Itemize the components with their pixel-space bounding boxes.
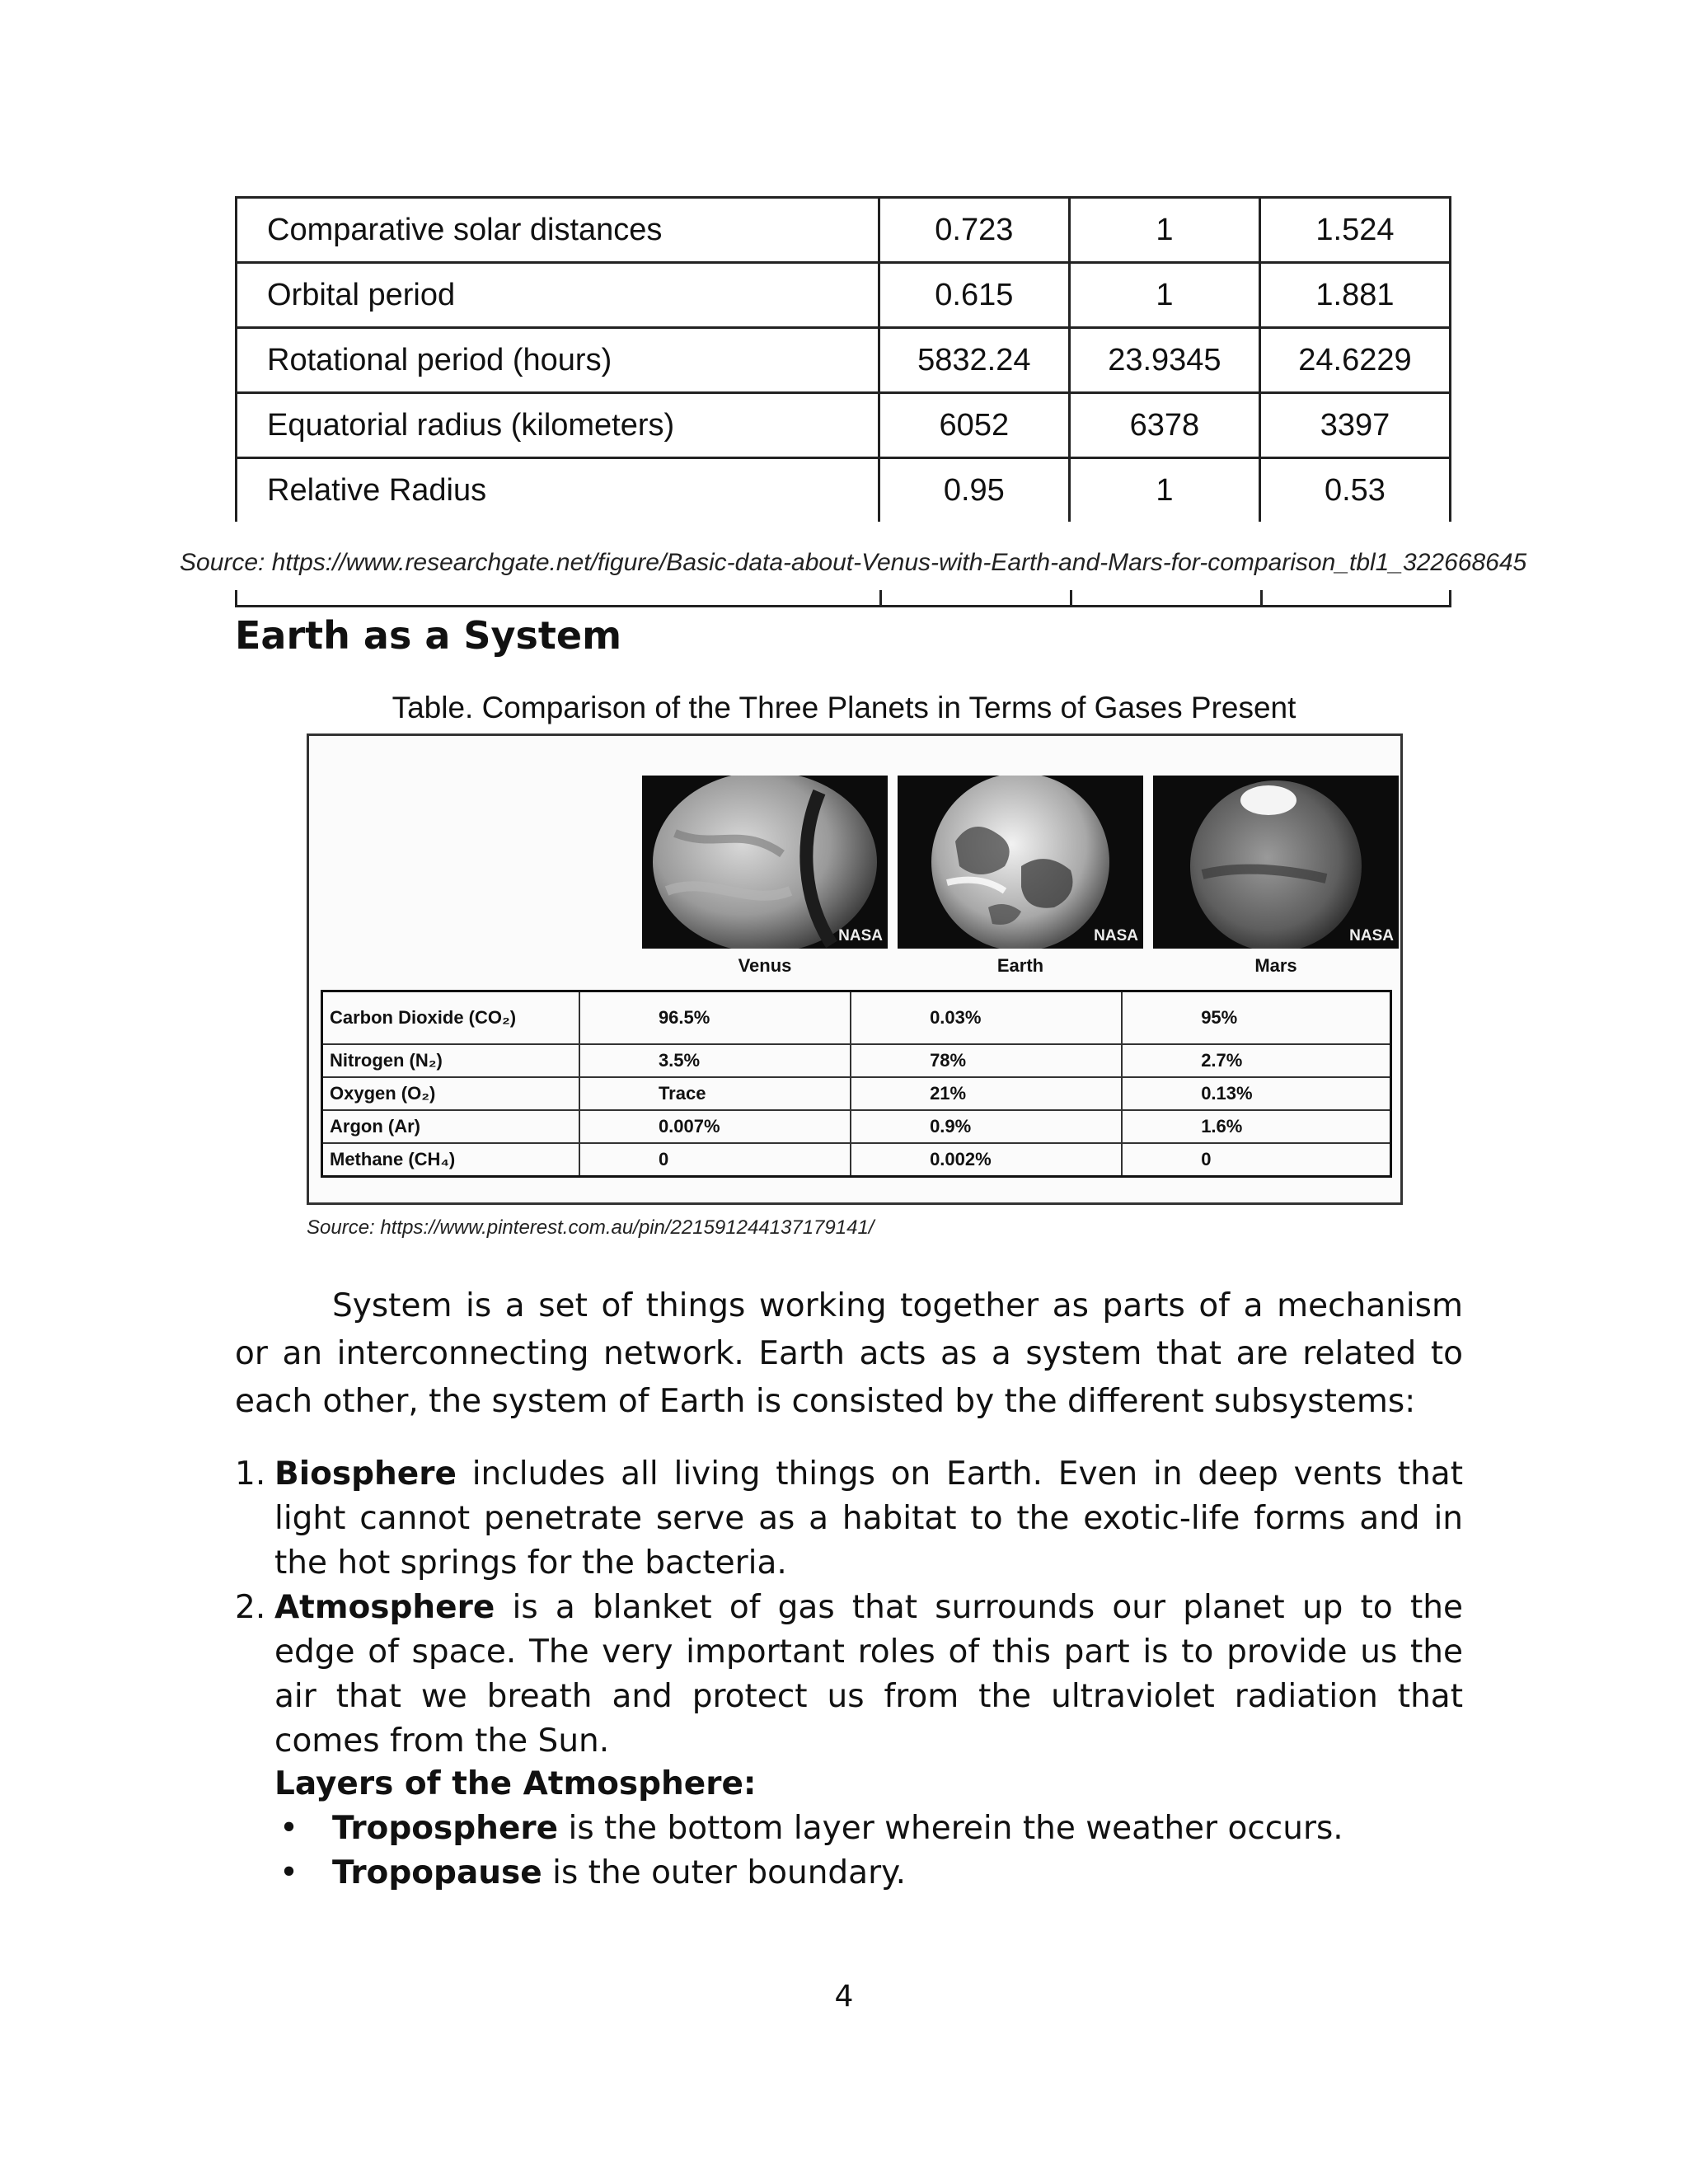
row-label: Relative Radius	[237, 458, 879, 523]
list-item	[274, 1851, 1343, 1896]
layers-heading-text: Layers of the Atmosphere:	[274, 1765, 757, 1802]
subsystem-term: Biosphere	[274, 1455, 457, 1493]
table-row	[237, 263, 1451, 328]
table-stub-line	[1070, 590, 1072, 607]
subsystem-text: includes all living things on Earth. Even in deep vents that light cannot penetrate serve as a habitat to the exotic-life forms and in the hot springs for the bacteria.	[274, 1455, 1463, 1582]
layer-term: Troposphere	[332, 1810, 559, 1847]
table-row	[237, 393, 1451, 458]
table-row	[237, 198, 1451, 263]
table-row	[322, 1044, 1391, 1077]
section-title: Earth as a System	[235, 613, 622, 658]
mars-gas-value: 0	[1122, 1143, 1390, 1177]
nasa-label: NASA	[838, 927, 883, 944]
list-item	[235, 1452, 1463, 1586]
atmosphere-layers	[274, 1762, 1343, 1896]
row-label: Comparative solar distances	[237, 198, 879, 263]
mars-value: 1.524	[1259, 198, 1450, 263]
mars-value: 0.53	[1259, 458, 1450, 523]
earth-gas-value: 21%	[851, 1077, 1122, 1110]
gas-name: Methane (CH₄)	[322, 1143, 579, 1177]
mars-value: 24.6229	[1259, 328, 1450, 393]
planet-name-mars: Mars	[1254, 955, 1297, 976]
planet-name-venus: Venus	[738, 955, 792, 976]
mars-gas-value: 95%	[1122, 991, 1390, 1045]
page-number: 4	[834, 1980, 854, 2013]
layer-term: Tropopause	[332, 1854, 542, 1891]
venus-value: 0.95	[879, 458, 1069, 523]
bullet-icon: •	[279, 1810, 299, 1847]
list-item	[274, 1807, 1343, 1851]
planet-name-earth: Earth	[996, 955, 1044, 976]
list-number: 1.	[235, 1455, 266, 1493]
table-stub-line	[1449, 590, 1451, 607]
venus-gas-value: 96.5%	[579, 991, 851, 1045]
planet-data-table	[235, 196, 1451, 522]
venus-value: 6052	[879, 393, 1069, 458]
earth-gas-value: 0.03%	[851, 991, 1122, 1045]
mars-image	[1153, 776, 1399, 949]
intro-text: System is a set of things working together as parts of a mechanism or an interconnecting network. Earth acts as a system that are related to each other, the system of Earth is consisted by the different subsystems:	[235, 1287, 1463, 1420]
table-stub-line	[1260, 590, 1263, 607]
figure-source-citation: Source: https://www.pinterest.com.au/pin/221591244137179141/	[307, 1216, 874, 1239]
subsystem-term: Atmosphere	[274, 1589, 495, 1626]
earth-value: 1	[1069, 198, 1259, 263]
gas-comparison-figure	[307, 733, 1403, 1205]
earth-gas-value: 78%	[851, 1044, 1122, 1077]
mars-value: 1.881	[1259, 263, 1450, 328]
venus-gas-value: Trace	[579, 1077, 851, 1110]
earth-value: 1	[1069, 263, 1259, 328]
venus-value: 5832.24	[879, 328, 1069, 393]
table-stub-line	[879, 590, 882, 607]
table-row	[322, 1143, 1391, 1177]
table-row	[322, 1110, 1391, 1143]
earth-gas-value: 0.9%	[851, 1110, 1122, 1143]
gas-name: Carbon Dioxide (CO₂)	[322, 991, 579, 1045]
row-label: Orbital period	[237, 263, 879, 328]
venus-value: 0.723	[879, 198, 1069, 263]
earth-value: 6378	[1069, 393, 1259, 458]
earth-value: 1	[1069, 458, 1259, 523]
mars-gas-value: 2.7%	[1122, 1044, 1390, 1077]
mars-value: 3397	[1259, 393, 1450, 458]
gas-name: Oxygen (O₂)	[322, 1077, 579, 1110]
layer-text: is the bottom layer wherein the weather occurs.	[558, 1810, 1343, 1847]
layer-text: is the outer boundary.	[542, 1854, 907, 1891]
list-item	[235, 1586, 1463, 1764]
earth-value: 23.9345	[1069, 328, 1259, 393]
nasa-label: NASA	[1094, 927, 1138, 944]
table-caption: Table. Comparison of the Three Planets in Terms of Gases Present	[392, 691, 1296, 724]
subsystem-text: is a blanket of gas that surrounds our planet up to the edge of space. The very important roles of this part is to provide us the air that we breath and protect us from the ultraviolet radiation that comes from the Sun.	[274, 1589, 1463, 1760]
list-number: 2.	[235, 1589, 266, 1626]
venus-value: 0.615	[879, 263, 1069, 328]
venus-image	[642, 776, 888, 949]
table-source-citation: Source: https://www.researchgate.net/figure/Basic-data-about-Venus-with-Earth-and-Mars-for-comparison_tbl1_322668645	[180, 549, 1527, 576]
table-row	[237, 328, 1451, 393]
subsystem-list	[235, 1452, 1463, 1764]
earth-image	[898, 776, 1143, 949]
bullet-icon: •	[279, 1854, 299, 1891]
table-stub-line	[235, 590, 237, 607]
gas-table	[321, 990, 1392, 1178]
venus-gas-value: 0	[579, 1143, 851, 1177]
row-label: Rotational period (hours)	[237, 328, 879, 393]
table-row	[237, 458, 1451, 523]
venus-gas-value: 0.007%	[579, 1110, 851, 1143]
gas-name: Nitrogen (N₂)	[322, 1044, 579, 1077]
gas-name: Argon (Ar)	[322, 1110, 579, 1143]
mars-gas-value: 0.13%	[1122, 1077, 1390, 1110]
earth-gas-value: 0.002%	[851, 1143, 1122, 1177]
table-stub-line	[235, 605, 1451, 607]
intro-paragraph	[235, 1282, 1463, 1426]
row-label: Equatorial radius (kilometers)	[237, 393, 879, 458]
venus-gas-value: 3.5%	[579, 1044, 851, 1077]
nasa-label: NASA	[1349, 927, 1394, 944]
layers-heading	[274, 1762, 1343, 1807]
table-row	[322, 1077, 1391, 1110]
table-row	[322, 991, 1391, 1045]
mars-gas-value: 1.6%	[1122, 1110, 1390, 1143]
